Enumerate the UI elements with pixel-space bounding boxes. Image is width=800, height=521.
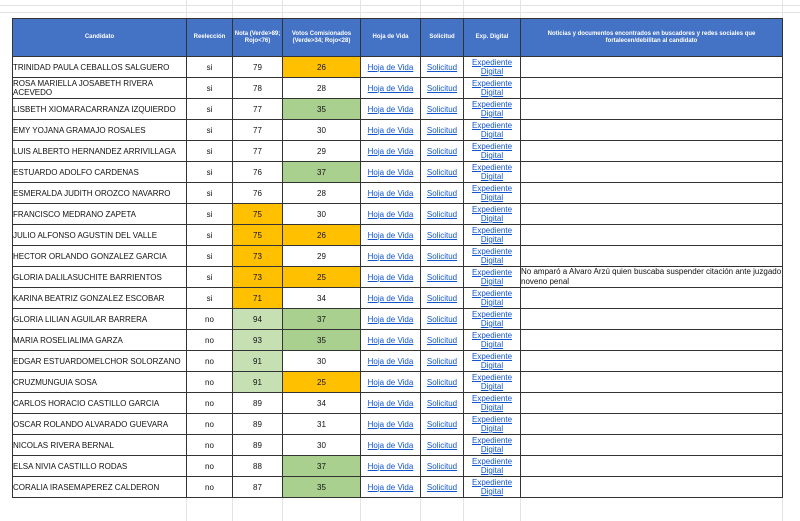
expediente-digital-link-text[interactable]: Expediente Digital [471, 394, 513, 412]
solicitud-link-text[interactable]: Solicitud [426, 461, 458, 471]
solicitud-link-text[interactable]: Solicitud [426, 209, 458, 219]
noticias-cell[interactable] [521, 162, 783, 183]
reeleccion-cell[interactable]: si [187, 99, 233, 120]
noticias-cell[interactable] [521, 204, 783, 225]
reeleccion-cell[interactable]: si [187, 120, 233, 141]
solicitud-link[interactable] [421, 78, 464, 99]
nota-cell[interactable]: 87 [233, 477, 283, 498]
table-row [13, 477, 783, 498]
noticias-cell[interactable] [521, 225, 783, 246]
expediente-digital-link-text[interactable]: Expediente Digital [471, 100, 513, 118]
noticias-cell[interactable] [521, 78, 783, 99]
expediente-digital-link-text[interactable]: Expediente Digital [471, 79, 513, 97]
hoja-de-vida-link-text[interactable]: Hoja de Vida [367, 377, 414, 387]
hoja-de-vida-link[interactable] [361, 288, 421, 309]
reeleccion-cell[interactable]: si [187, 183, 233, 204]
candidate-name-cell[interactable]: CARLOS HORACIO CASTILLO GARCIA [13, 393, 187, 414]
hoja-de-vida-link[interactable] [361, 225, 421, 246]
candidate-name-cell[interactable]: CORALIA IRASEMAPEREZ CALDERON [13, 477, 187, 498]
solicitud-link-text[interactable]: Solicitud [426, 62, 458, 72]
reeleccion-cell[interactable]: no [187, 351, 233, 372]
hoja-de-vida-link[interactable] [361, 204, 421, 225]
expediente-digital-link[interactable] [464, 330, 521, 351]
table-row [13, 351, 783, 372]
candidates-table [12, 18, 783, 498]
expediente-digital-link[interactable] [464, 57, 521, 78]
solicitud-link-text[interactable]: Solicitud [426, 230, 458, 240]
hoja-de-vida-link[interactable] [361, 351, 421, 372]
expediente-digital-link[interactable] [464, 351, 521, 372]
solicitud-link-text[interactable]: Solicitud [426, 293, 458, 303]
hoja-de-vida-link[interactable] [361, 162, 421, 183]
nota-cell[interactable]: 89 [233, 393, 283, 414]
nota-cell[interactable]: 79 [233, 57, 283, 78]
candidate-name-cell[interactable]: ELSA NIVIA CASTILLO RODAS [13, 456, 187, 477]
expediente-digital-link[interactable] [464, 309, 521, 330]
candidate-name-cell[interactable]: TRINIDAD PAULA CEBALLOS SALGUERO [13, 57, 187, 78]
hoja-de-vida-link[interactable] [361, 246, 421, 267]
header-solicitud[interactable]: Solicitud [421, 19, 464, 57]
hoja-de-vida-link-text[interactable]: Hoja de Vida [367, 146, 414, 156]
hoja-de-vida-link[interactable] [361, 477, 421, 498]
hoja-de-vida-link-text[interactable]: Hoja de Vida [367, 419, 414, 429]
solicitud-link[interactable] [421, 57, 464, 78]
votos-cell[interactable]: 37 [283, 456, 361, 477]
solicitud-link[interactable] [421, 183, 464, 204]
solicitud-link-text[interactable]: Solicitud [426, 482, 458, 492]
table-row [13, 330, 783, 351]
hoja-de-vida-link-text[interactable]: Hoja de Vida [367, 356, 414, 366]
votos-cell[interactable]: 37 [283, 162, 361, 183]
solicitud-link[interactable] [421, 351, 464, 372]
table-row [13, 288, 783, 309]
nota-cell[interactable]: 76 [233, 162, 283, 183]
expediente-digital-link[interactable] [464, 141, 521, 162]
reeleccion-cell[interactable]: no [187, 435, 233, 456]
table-row [13, 57, 783, 78]
expediente-digital-link-text[interactable]: Expediente Digital [471, 142, 513, 160]
hoja-de-vida-link-text[interactable]: Hoja de Vida [367, 461, 414, 471]
expediente-digital-link[interactable] [464, 120, 521, 141]
noticias-cell[interactable] [521, 246, 783, 267]
header-exp-digital[interactable]: Exp. Digital [464, 19, 521, 57]
votos-cell[interactable]: 25 [283, 372, 361, 393]
table-row [13, 456, 783, 477]
votos-cell[interactable]: 35 [283, 330, 361, 351]
noticias-cell[interactable] [521, 120, 783, 141]
table-row [13, 120, 783, 141]
expediente-digital-link[interactable] [464, 99, 521, 120]
solicitud-link-text[interactable]: Solicitud [426, 335, 458, 345]
hoja-de-vida-link-text[interactable]: Hoja de Vida [367, 167, 414, 177]
table-row [13, 393, 783, 414]
solicitud-link-text[interactable]: Solicitud [426, 419, 458, 429]
hoja-de-vida-link[interactable] [361, 330, 421, 351]
noticias-cell[interactable] [521, 414, 783, 435]
expediente-digital-link-text[interactable]: Expediente Digital [471, 352, 513, 370]
candidate-name-cell[interactable]: ROSA MARIELLA JOSABETH RIVERA ACEVEDO [13, 78, 187, 99]
candidate-name-cell[interactable]: OSCAR ROLANDO ALVARADO GUEVARA [13, 414, 187, 435]
table-row [13, 78, 783, 99]
table-row [13, 225, 783, 246]
table-row [13, 414, 783, 435]
reeleccion-cell[interactable]: no [187, 309, 233, 330]
hoja-de-vida-link[interactable] [361, 57, 421, 78]
solicitud-link[interactable] [421, 204, 464, 225]
expediente-digital-link[interactable] [464, 225, 521, 246]
hoja-de-vida-link-text[interactable]: Hoja de Vida [367, 62, 414, 72]
noticias-cell[interactable] [521, 351, 783, 372]
reeleccion-cell[interactable]: si [187, 267, 233, 288]
expediente-digital-link[interactable] [464, 414, 521, 435]
hoja-de-vida-link-text[interactable]: Hoja de Vida [367, 230, 414, 240]
reeleccion-cell[interactable]: si [187, 225, 233, 246]
table-row [13, 99, 783, 120]
header-votos[interactable]: Votos Comisionados (Verde>34; Rojo<28) [283, 19, 361, 57]
expediente-digital-link-text[interactable]: Expediente Digital [471, 331, 513, 349]
solicitud-link-text[interactable]: Solicitud [426, 104, 458, 114]
nota-cell[interactable]: 76 [233, 183, 283, 204]
votos-cell[interactable]: 35 [283, 477, 361, 498]
expediente-digital-link[interactable] [464, 393, 521, 414]
expediente-digital-link[interactable] [464, 477, 521, 498]
expediente-digital-link[interactable] [464, 435, 521, 456]
expediente-digital-link-text[interactable]: Expediente Digital [471, 373, 513, 391]
expediente-digital-link-text[interactable]: Expediente Digital [471, 121, 513, 139]
nota-cell[interactable]: 91 [233, 372, 283, 393]
votos-cell[interactable]: 37 [283, 309, 361, 330]
nota-cell[interactable]: 88 [233, 456, 283, 477]
table-row [13, 435, 783, 456]
reeleccion-cell[interactable]: no [187, 372, 233, 393]
table-row [13, 141, 783, 162]
expediente-digital-link[interactable] [464, 162, 521, 183]
reeleccion-cell[interactable]: si [187, 57, 233, 78]
candidate-name-cell[interactable]: EDGAR ESTUARDOMELCHOR SOLORZANO [13, 351, 187, 372]
solicitud-link-text[interactable]: Solicitud [426, 314, 458, 324]
votos-cell[interactable]: 31 [283, 414, 361, 435]
nota-cell[interactable]: 77 [233, 120, 283, 141]
nota-cell[interactable]: 91 [233, 351, 283, 372]
header-hoja-de-vida[interactable]: Hoja de Vida [361, 19, 421, 57]
solicitud-link[interactable] [421, 120, 464, 141]
candidate-name-cell[interactable]: HECTOR ORLANDO GONZALEZ GARCIA [13, 246, 187, 267]
solicitud-link[interactable] [421, 477, 464, 498]
candidate-name-cell[interactable]: CRUZMUNGUIA SOSA [13, 372, 187, 393]
nota-cell[interactable]: 89 [233, 435, 283, 456]
table-row [13, 309, 783, 330]
nota-cell[interactable]: 73 [233, 267, 283, 288]
noticias-cell[interactable] [521, 309, 783, 330]
hoja-de-vida-link[interactable] [361, 99, 421, 120]
expediente-digital-link-text[interactable]: Expediente Digital [471, 436, 513, 454]
solicitud-link[interactable] [421, 225, 464, 246]
candidate-name-cell[interactable]: LUIS ALBERTO HERNANDEZ ARRIVILLAGA [13, 141, 187, 162]
expediente-digital-link-text[interactable]: Expediente Digital [471, 289, 513, 307]
expediente-digital-link-text[interactable]: Expediente Digital [471, 478, 513, 496]
table-row [13, 246, 783, 267]
hoja-de-vida-link-text[interactable]: Hoja de Vida [367, 188, 414, 198]
votos-cell[interactable]: 29 [283, 141, 361, 162]
candidate-name-cell[interactable]: FRANCISCO MEDRANO ZAPETA [13, 204, 187, 225]
votos-cell[interactable]: 28 [283, 78, 361, 99]
expediente-digital-link-text[interactable]: Expediente Digital [471, 415, 513, 433]
expediente-digital-link[interactable] [464, 456, 521, 477]
solicitud-link[interactable] [421, 330, 464, 351]
noticias-cell[interactable] [521, 288, 783, 309]
solicitud-link-text[interactable]: Solicitud [426, 356, 458, 366]
candidate-name-cell[interactable]: GLORIA LILIAN AGUILAR BARRERA [13, 309, 187, 330]
hoja-de-vida-link-text[interactable]: Hoja de Vida [367, 293, 414, 303]
table-row [13, 183, 783, 204]
nota-cell[interactable]: 93 [233, 330, 283, 351]
solicitud-link-text[interactable]: Solicitud [426, 251, 458, 261]
hoja-de-vida-link-text[interactable]: Hoja de Vida [367, 335, 414, 345]
nota-cell[interactable]: 73 [233, 246, 283, 267]
hoja-de-vida-link-text[interactable]: Hoja de Vida [367, 83, 414, 93]
solicitud-link[interactable] [421, 309, 464, 330]
expediente-digital-link-text[interactable]: Expediente Digital [471, 205, 513, 223]
solicitud-link-text[interactable]: Solicitud [426, 83, 458, 93]
solicitud-link[interactable] [421, 414, 464, 435]
expediente-digital-link-text[interactable]: Expediente Digital [471, 184, 513, 202]
candidate-name-cell[interactable]: KARINA BEATRIZ GONZALEZ ESCOBAR [13, 288, 187, 309]
nota-cell[interactable]: 89 [233, 414, 283, 435]
expediente-digital-link-text[interactable]: Expediente Digital [471, 310, 513, 328]
votos-cell[interactable]: 30 [283, 120, 361, 141]
expediente-digital-link[interactable] [464, 183, 521, 204]
gridline [0, 12, 800, 13]
hoja-de-vida-link[interactable] [361, 456, 421, 477]
solicitud-link-text[interactable]: Solicitud [426, 398, 458, 408]
hoja-de-vida-link[interactable] [361, 393, 421, 414]
expediente-digital-link[interactable] [464, 78, 521, 99]
reeleccion-cell[interactable]: si [187, 78, 233, 99]
table-row [13, 267, 783, 288]
reeleccion-cell[interactable]: no [187, 456, 233, 477]
reeleccion-cell[interactable]: si [187, 246, 233, 267]
nota-cell[interactable]: 94 [233, 309, 283, 330]
hoja-de-vida-link[interactable] [361, 141, 421, 162]
nota-cell[interactable]: 77 [233, 141, 283, 162]
reeleccion-cell[interactable]: si [187, 204, 233, 225]
header-reeleccion[interactable]: Reelección [187, 19, 233, 57]
reeleccion-cell[interactable]: si [187, 141, 233, 162]
expediente-digital-link[interactable] [464, 246, 521, 267]
expediente-digital-link[interactable] [464, 372, 521, 393]
hoja-de-vida-link[interactable] [361, 267, 421, 288]
expediente-digital-link-text[interactable]: Expediente Digital [471, 163, 513, 181]
solicitud-link[interactable] [421, 372, 464, 393]
nota-cell[interactable]: 75 [233, 225, 283, 246]
noticias-cell[interactable] [521, 57, 783, 78]
table-row [13, 204, 783, 225]
expediente-digital-link[interactable] [464, 267, 521, 288]
hoja-de-vida-link[interactable] [361, 372, 421, 393]
header-noticias[interactable]: Noticias y documentos encontrados en buscadores y redes sociales que fortalecen/debilitan al candidato [521, 19, 783, 57]
candidate-name-cell[interactable]: MARIA ROSELIALIMA GARZA [13, 330, 187, 351]
hoja-de-vida-link-text[interactable]: Hoja de Vida [367, 251, 414, 261]
noticias-cell[interactable] [521, 330, 783, 351]
hoja-de-vida-link-text[interactable]: Hoja de Vida [367, 209, 414, 219]
nota-cell[interactable]: 78 [233, 78, 283, 99]
hoja-de-vida-link-text[interactable]: Hoja de Vida [367, 482, 414, 492]
solicitud-link-text[interactable]: Solicitud [426, 272, 458, 282]
candidate-name-cell[interactable]: JULIO ALFONSO AGUSTIN DEL VALLE [13, 225, 187, 246]
expediente-digital-link[interactable] [464, 288, 521, 309]
nota-cell[interactable]: 71 [233, 288, 283, 309]
hoja-de-vida-link[interactable] [361, 120, 421, 141]
votos-cell[interactable]: 34 [283, 288, 361, 309]
table-row [13, 162, 783, 183]
solicitud-link-text[interactable]: Solicitud [426, 146, 458, 156]
reeleccion-cell[interactable]: no [187, 393, 233, 414]
votos-cell[interactable]: 30 [283, 435, 361, 456]
candidate-name-cell[interactable]: NICOLAS RIVERA BERNAL [13, 435, 187, 456]
votos-cell[interactable]: 26 [283, 225, 361, 246]
votos-cell[interactable]: 30 [283, 351, 361, 372]
reeleccion-cell[interactable]: no [187, 477, 233, 498]
noticias-cell[interactable] [521, 456, 783, 477]
solicitud-link[interactable] [421, 288, 464, 309]
noticias-cell[interactable] [521, 99, 783, 120]
solicitud-link[interactable] [421, 99, 464, 120]
table-row [13, 372, 783, 393]
noticias-cell[interactable] [521, 141, 783, 162]
expediente-digital-link-text[interactable]: Expediente Digital [471, 457, 513, 475]
hoja-de-vida-link[interactable] [361, 183, 421, 204]
solicitud-link-text[interactable]: Solicitud [426, 125, 458, 135]
reeleccion-cell[interactable]: no [187, 330, 233, 351]
hoja-de-vida-link-text[interactable]: Hoja de Vida [367, 440, 414, 450]
votos-cell[interactable]: 30 [283, 204, 361, 225]
expediente-digital-link-text[interactable]: Expediente Digital [471, 226, 513, 244]
votos-cell[interactable]: 25 [283, 267, 361, 288]
hoja-de-vida-link-text[interactable]: Hoja de Vida [367, 125, 414, 135]
candidate-name-cell[interactable]: ESTUARDO ADOLFO CARDENAS [13, 162, 187, 183]
candidate-name-cell[interactable]: ESMERALDA JUDITH OROZCO NAVARRO [13, 183, 187, 204]
hoja-de-vida-link-text[interactable]: Hoja de Vida [367, 104, 414, 114]
solicitud-link[interactable] [421, 456, 464, 477]
header-candidato[interactable]: Candidato [13, 19, 187, 57]
reeleccion-cell[interactable]: no [187, 414, 233, 435]
solicitud-link[interactable] [421, 141, 464, 162]
hoja-de-vida-link[interactable] [361, 309, 421, 330]
votos-cell[interactable]: 35 [283, 99, 361, 120]
nota-cell[interactable]: 77 [233, 99, 283, 120]
noticias-cell[interactable]: No amparó a Alvaro Arzú quien buscaba suspender citación ante juzgado noveno penal [521, 267, 782, 286]
hoja-de-vida-link-text[interactable]: Hoja de Vida [367, 314, 414, 324]
solicitud-link-text[interactable]: Solicitud [426, 377, 458, 387]
solicitud-link[interactable] [421, 162, 464, 183]
noticias-cell[interactable] [521, 393, 783, 414]
reeleccion-cell[interactable]: si [187, 288, 233, 309]
hoja-de-vida-link-text[interactable]: Hoja de Vida [367, 272, 414, 282]
solicitud-link[interactable] [421, 435, 464, 456]
solicitud-link[interactable] [421, 246, 464, 267]
solicitud-link[interactable] [421, 267, 464, 288]
hoja-de-vida-link-text[interactable]: Hoja de Vida [367, 398, 414, 408]
candidate-name-cell[interactable]: EMY YOJANA GRAMAJO ROSALES [13, 120, 187, 141]
hoja-de-vida-link[interactable] [361, 78, 421, 99]
noticias-cell[interactable] [521, 477, 783, 498]
votos-cell[interactable]: 26 [283, 57, 361, 78]
expediente-digital-link-text[interactable]: Expediente Digital [471, 58, 513, 76]
votos-cell[interactable]: 28 [283, 183, 361, 204]
header-nota[interactable]: Nota (Verde>89; Rojo<76) [233, 19, 283, 57]
hoja-de-vida-link[interactable] [361, 435, 421, 456]
votos-cell[interactable]: 34 [283, 393, 361, 414]
hoja-de-vida-link[interactable] [361, 414, 421, 435]
expediente-digital-link[interactable] [464, 204, 521, 225]
votos-cell[interactable]: 29 [283, 246, 361, 267]
noticias-cell[interactable] [521, 183, 783, 204]
noticias-cell[interactable] [521, 372, 783, 393]
solicitud-link-text[interactable]: Solicitud [426, 440, 458, 450]
reeleccion-cell[interactable]: si [187, 162, 233, 183]
solicitud-link[interactable] [421, 393, 464, 414]
gridline [0, 5, 800, 6]
header-row [13, 19, 783, 57]
nota-cell[interactable]: 75 [233, 204, 283, 225]
expediente-digital-link-text[interactable]: Expediente Digital [471, 247, 513, 265]
expediente-digital-link-text[interactable]: Expediente Digital [471, 268, 513, 286]
solicitud-link-text[interactable]: Solicitud [426, 167, 458, 177]
noticias-cell[interactable] [521, 435, 783, 456]
candidate-name-cell[interactable]: LISBETH XIOMARACARRANZA IZQUIERDO [13, 99, 187, 120]
candidate-name-cell[interactable]: GLORIA DALILASUCHITE BARRIENTOS [13, 267, 187, 288]
solicitud-link-text[interactable]: Solicitud [426, 188, 458, 198]
